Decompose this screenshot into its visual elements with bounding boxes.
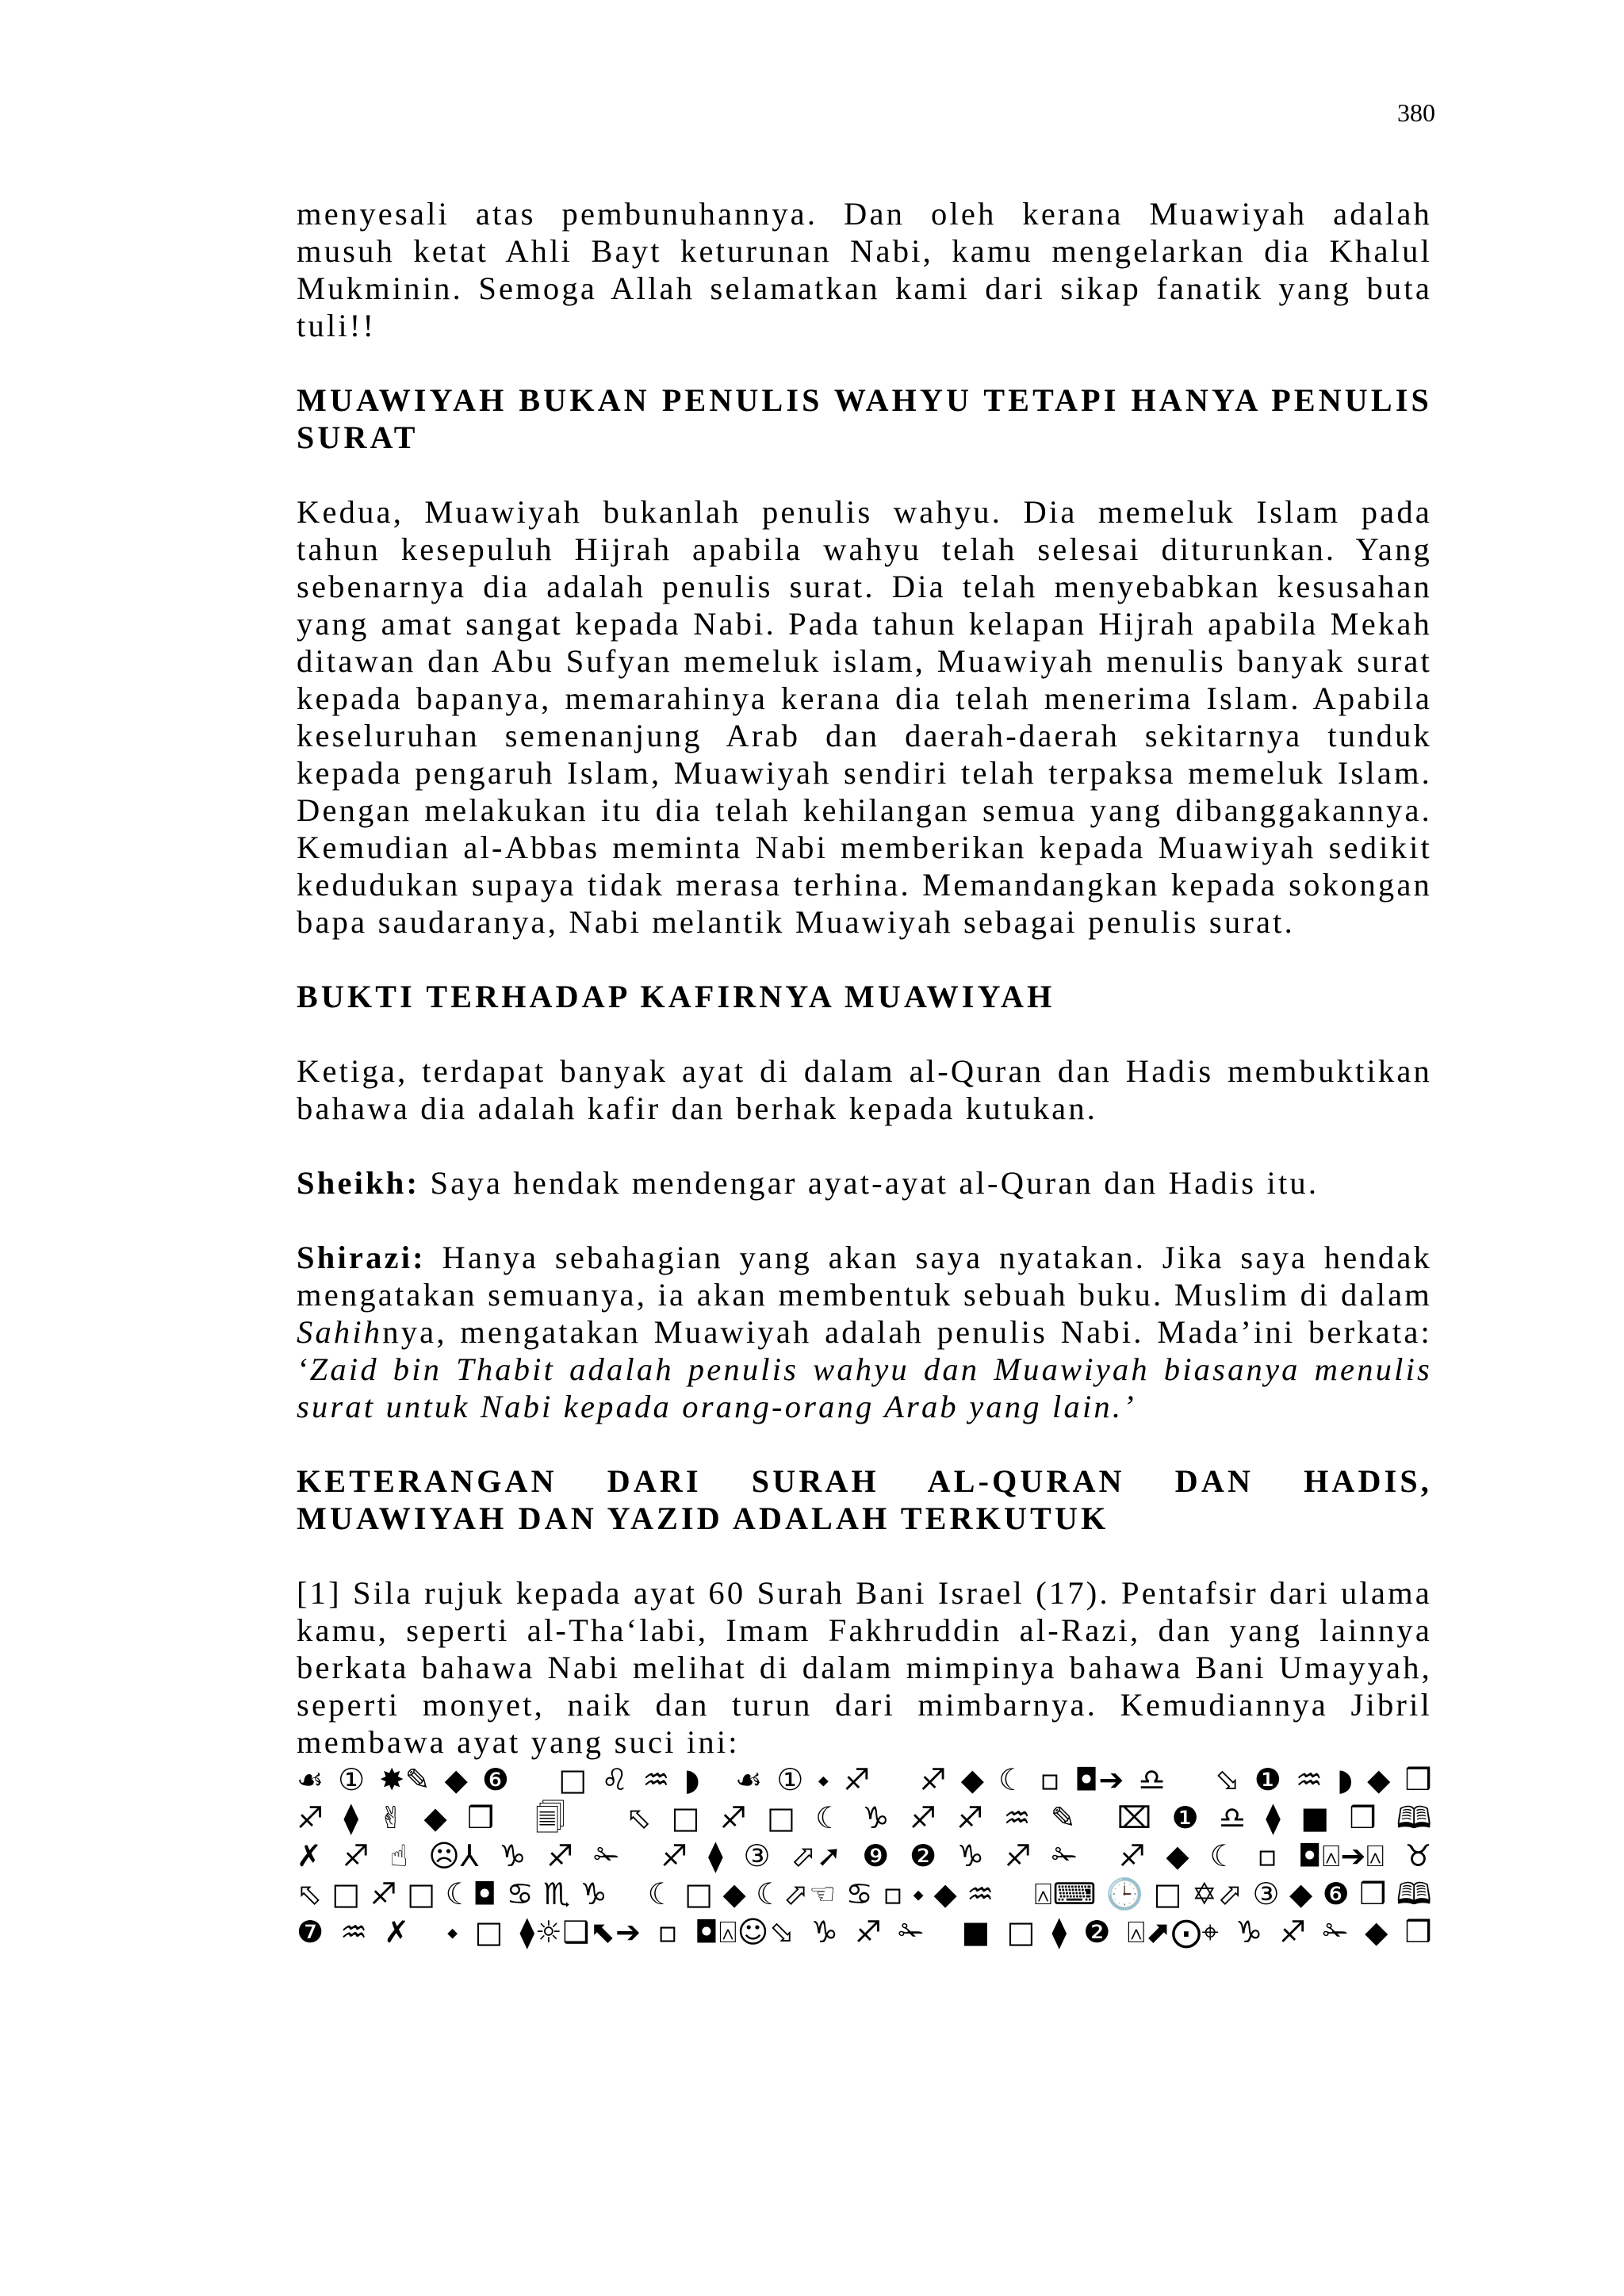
dialogue-text-sheikh: Saya hendak mendengar ayat-ayat al-Quran dan Hadis itu.: [419, 1165, 1320, 1201]
dialogue-shirazi: [297, 1239, 1432, 1425]
speaker-label-shirazi: Shirazi:: [297, 1240, 426, 1275]
paragraph-kedua: Kedua, Muawiyah bukanlah penulis wahyu. Dia memeluk Islam pada tahun kesepuluh Hijrah apabila wahyu telah selesai diturunkan. Yang sebenarnya dia adalah penulis surat. Dia telah menyebabkan kesusahan yang amat sangat kepada Nabi. Pada tahun kelapan Hijrah apabila Mekah ditawan dan Abu Sufyan memeluk islam, Muawiyah menulis banyak surat kepada bapanya, memarahinya kerana dia telah menerima Islam. Apabila keseluruhan semenanjung Arab dan daerah-daerah sekitarnya tunduk kepada pengaruh Islam, Muawiyah sendiri telah terpaksa memeluk Islam. Dengan melakukan itu dia telah kehilangan semua yang dibanggakannya. Kemudian al-Abbas meminta Nabi memberikan kepada Muawiyah sedikit kedudukan supaya tidak merasa terhina. Memandangkan kepada sokongan bapa saudaranya, Nabi melantik Muawiyah sebagai penulis surat.: [297, 494, 1432, 940]
book-title-sahih: Sahih: [297, 1314, 383, 1350]
symbol-line: ❼♒︎✗ ⬩□⧫☼❑⬉➔▫◘⍓☺︎⬂♑︎♐︎✁ ■□⧫❷⍓⬈⨀⌖♑︎♐︎✁◆❒: [297, 1915, 1432, 1949]
paragraph-ketiga: Ketiga, terdapat banyak ayat di dalam al-Quran dan Hadis membuktikan bahawa dia adalah kafir dan berhak kepada kutukan.: [297, 1053, 1432, 1126]
section-heading-penulis-surat: MUAWIYAH BUKAN PENULIS WAHYU TETAPI HANYA PENULIS SURAT: [297, 382, 1432, 455]
arabic-verse-symbol-font: [297, 1761, 1432, 1951]
section-heading-terkutuk: KETERANGAN DARI SURAH AL-QURAN DAN HADIS, MUAWIYAH DAN YAZID ADALAH TERKUTUK: [297, 1463, 1432, 1536]
paragraph-intro: menyesali atas pembunuhannya. Dan oleh kerana Muawiyah adalah musuh ketat Ahli Bayt keturunan Nabi, kamu mengelarkan dia Khalul Mukminin. Semoga Allah selamatkan kami dari sikap fanatik yang buta tuli!!: [297, 196, 1432, 343]
page-number: 380: [1397, 98, 1435, 127]
section-heading-bukti-kafir: BUKTI TERHADAP KAFIRNYA MUAWIYAH: [297, 979, 1055, 1014]
quotation-madaini: ‘Zaid bin Thabit adalah penulis wahyu dan Muawiyah biasanya menulis surat untuk Nabi kepada orang-orang Arab yang lain.’: [297, 1351, 1432, 1424]
dialogue-sheikh: [297, 1164, 1432, 1202]
symbol-line: ✗♐︎☝︎☹︎⅄♑︎♐︎✁ ♐︎⧫③⬀➚❾❷♑︎♐︎✁ ♐︎◆☾▫◘⍓➔⍓♉︎: [297, 1838, 1432, 1873]
symbol-line: ⬁□♐︎□☾◘♋︎♏︎♑︎ ☾□◆☾⬀☜♋︎▫⬩◆♒︎ ⍓⌨︎🕒□✡︎⬀③◆❻❒🕮: [297, 1876, 1432, 1911]
symbol-line: ☙①✸✎◆❻ □♌︎♒︎◗ ☙①⬩♐︎ ♐︎◆☾▫◘➔♎︎ ⬂❶♒︎◗◆❒: [297, 1762, 1432, 1797]
dialogue-text-shirazi-2: nya, mengatakan Muawiyah adalah penulis Nabi. Mada’ini berkata:: [382, 1314, 1432, 1350]
page-body: [297, 195, 1432, 1951]
symbol-line: ♐︎⧫✌︎◆❒ 🗐 ⬁□♐︎□☾♑︎♐︎♐︎♒︎✎ ⌧❶♎︎⧫■❒🕮: [297, 1800, 1432, 1835]
dialogue-text-shirazi-1: Hanya sebahagian yang akan saya nyatakan. Jika saya hendak mengatakan semuanya, ia akan membentuk sebuah buku. Muslim di dalam: [297, 1240, 1432, 1313]
speaker-label-sheikh: Sheikh:: [297, 1165, 420, 1201]
paragraph-rujukan-1: [1] Sila rujuk kepada ayat 60 Surah Bani Israel (17). Pentafsir dari ulama kamu, seperti al-Tha‘labi, Imam Fakhruddin al-Razi, dan yang lainnya berkata bahawa Nabi melihat di dalam mimpinya bahawa Bani Umayyah, seperti monyet, naik dan turun dari mimbarnya. Kemudiannya Jibril membawa ayat yang suci ini:: [297, 1575, 1432, 1760]
